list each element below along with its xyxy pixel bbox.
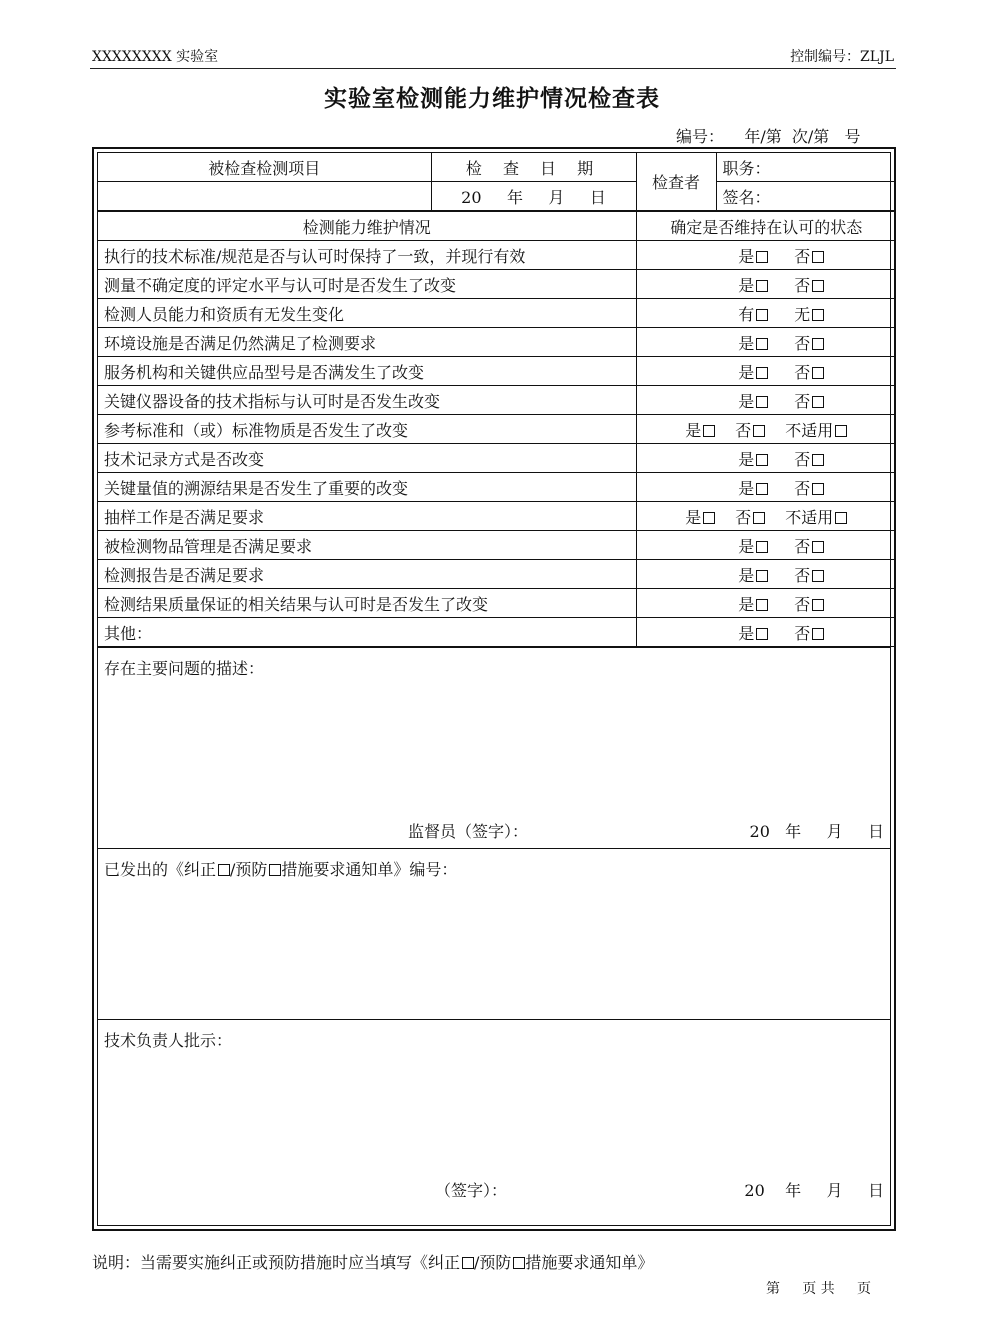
option-3[interactable]: [785, 421, 847, 440]
check-row: [98, 502, 896, 531]
checkbox-icon[interactable]: [703, 425, 715, 437]
option-2[interactable]: [794, 305, 824, 324]
info-table: [98, 153, 896, 211]
option-2[interactable]: [794, 595, 824, 614]
item-label: 被检查检测项目: [98, 153, 431, 182]
check-item-options: [636, 386, 896, 415]
option-label: 不适用: [785, 420, 834, 440]
option-2[interactable]: [794, 392, 824, 411]
checkbox-icon[interactable]: [812, 541, 824, 553]
checkbox-icon[interactable]: [753, 425, 765, 437]
checkbox-icon[interactable]: [812, 454, 824, 466]
check-item-options: [636, 531, 896, 560]
option-label: 是: [685, 420, 702, 440]
option-label: 是: [685, 507, 702, 527]
checkbox-icon[interactable]: [812, 309, 824, 321]
option-label: 是: [738, 246, 755, 266]
option-label: 是: [738, 536, 755, 556]
check-row: [98, 473, 896, 502]
supervisor-date: 20 年 月 日: [749, 822, 884, 841]
option-2[interactable]: [794, 450, 824, 469]
approval-label: 技术负责人批示：: [104, 1031, 233, 1050]
date-label: 检 查 日 期: [431, 153, 636, 182]
checkbox-icon[interactable]: [812, 570, 824, 582]
checkbox-icon[interactable]: [812, 280, 824, 292]
checkbox-icon[interactable]: [812, 338, 824, 350]
check-row: [98, 415, 896, 444]
option-2[interactable]: [794, 624, 824, 643]
check-row: [98, 241, 896, 270]
date-field[interactable]: 20 年 月 日: [431, 182, 636, 211]
check-item-options: [636, 299, 896, 328]
checkbox-icon[interactable]: [756, 396, 768, 408]
checkbox-icon[interactable]: [812, 483, 824, 495]
check-item-text: 技术记录方式是否改变: [98, 444, 636, 473]
option-2[interactable]: [794, 537, 824, 556]
check-item-text: 被检测物品管理是否满足要求: [98, 531, 636, 560]
option-2[interactable]: [794, 479, 824, 498]
maintenance-header: 检测能力维护情况: [98, 212, 636, 241]
option-label: 否: [794, 623, 811, 643]
option-label: 是: [738, 478, 755, 498]
checkbox-icon[interactable]: [756, 541, 768, 553]
check-row: [98, 328, 896, 357]
check-item-options: [636, 502, 896, 531]
check-item-text: 检测结果质量保证的相关结果与认可时是否发生了改变: [98, 589, 636, 618]
option-1[interactable]: [738, 363, 768, 382]
option-1[interactable]: [738, 479, 768, 498]
checkbox-icon[interactable]: [812, 251, 824, 263]
option-2[interactable]: [794, 247, 824, 266]
checkbox-icon[interactable]: [812, 599, 824, 611]
check-item-options: [636, 415, 896, 444]
checkbox-icon[interactable]: [703, 512, 715, 524]
checkbox-icon[interactable]: [756, 570, 768, 582]
option-1[interactable]: [738, 305, 768, 324]
header-rule: [90, 68, 896, 69]
option-1[interactable]: [738, 247, 768, 266]
check-item-text: 服务机构和关键供应品型号是否满发生了改变: [98, 357, 636, 386]
checkbox-icon[interactable]: [753, 512, 765, 524]
option-2[interactable]: [794, 566, 824, 585]
sign-field[interactable]: 签名：: [716, 182, 896, 211]
option-label: 是: [738, 565, 755, 585]
option-2[interactable]: [735, 508, 765, 527]
check-row: [98, 531, 896, 560]
check-item-text: 参考标准和（或）标准物质是否发生了改变: [98, 415, 636, 444]
prevention-box-icon: [513, 1257, 525, 1269]
check-row: [98, 299, 896, 328]
check-item-text: 环境设施是否满足仍然满足了检测要求: [98, 328, 636, 357]
form-frame: [92, 147, 896, 1231]
checkbox-icon[interactable]: [756, 251, 768, 263]
check-table: [98, 211, 896, 647]
checkbox-icon[interactable]: [756, 280, 768, 292]
check-item-options: [636, 618, 896, 647]
option-1[interactable]: [738, 537, 768, 556]
option-2[interactable]: [794, 334, 824, 353]
option-1[interactable]: [685, 508, 715, 527]
option-3[interactable]: [785, 508, 847, 527]
inspector-label: 检查者: [636, 153, 716, 211]
option-label: 否: [794, 246, 811, 266]
check-row: [98, 270, 896, 299]
page-number: 第 页 共 页: [766, 1281, 871, 1297]
option-label: 否: [794, 391, 811, 411]
check-item-options: [636, 560, 896, 589]
notice-label: 已发出的《纠正 /预防 措施要求通知单》编号：: [104, 860, 458, 879]
check-row: [98, 444, 896, 473]
status-header: 确定是否维持在认可的状态: [636, 212, 896, 241]
checkbox-icon[interactable]: [812, 628, 824, 640]
checkbox-icon[interactable]: [835, 512, 847, 524]
prevention-checkbox-icon[interactable]: [269, 864, 281, 876]
option-label: 是: [738, 623, 755, 643]
option-1[interactable]: [738, 450, 768, 469]
option-label: 不适用: [785, 507, 834, 527]
checkbox-icon[interactable]: [756, 367, 768, 379]
option-label: 否: [735, 507, 752, 527]
checkbox-icon[interactable]: [756, 599, 768, 611]
footnote: 说明：当需要实施纠正或预防措施时应当填写《纠正 /预防 措施要求通知单》: [92, 1253, 654, 1272]
check-item-options: [636, 589, 896, 618]
checkbox-icon[interactable]: [756, 309, 768, 321]
option-label: 是: [738, 391, 755, 411]
option-1[interactable]: [738, 624, 768, 643]
option-2[interactable]: [794, 363, 824, 382]
checkbox-icon[interactable]: [756, 454, 768, 466]
checkbox-icon[interactable]: [812, 396, 824, 408]
option-1[interactable]: [738, 276, 768, 295]
check-row: [98, 618, 896, 647]
correction-box-icon: [462, 1257, 474, 1269]
check-item-options: [636, 328, 896, 357]
check-item-text: 检测报告是否满足要求: [98, 560, 636, 589]
notice-section[interactable]: [98, 848, 890, 1019]
option-label: 否: [735, 420, 752, 440]
check-row: [98, 560, 896, 589]
position-field[interactable]: 职务：: [716, 153, 896, 182]
option-label: 否: [794, 362, 811, 382]
check-row: [98, 589, 896, 618]
option-label: 有: [738, 304, 755, 324]
check-item-options: [636, 357, 896, 386]
control-number: 控制编号：ZLJL: [790, 49, 894, 65]
form-title: 实验室检测能力维护情况检查表: [324, 85, 660, 112]
supervisor-sign-label: 监督员（签字）：: [408, 822, 529, 841]
option-label: 无: [794, 304, 811, 324]
option-label: 是: [738, 449, 755, 469]
problems-label: 存在主要问题的描述：: [104, 659, 265, 678]
check-item-text: 其他：: [98, 618, 636, 647]
check-item-text: 关键仪器设备的技术指标与认可时是否发生改变: [98, 386, 636, 415]
serial-number: 编号： 年/第 次/第 号: [676, 127, 861, 146]
check-item-options: [636, 270, 896, 299]
option-1[interactable]: [738, 334, 768, 353]
check-row: [98, 386, 896, 415]
option-1[interactable]: [738, 566, 768, 585]
option-label: 否: [794, 565, 811, 585]
checkbox-icon[interactable]: [835, 425, 847, 437]
option-label: 否: [794, 333, 811, 353]
problems-section[interactable]: [98, 647, 890, 848]
option-1[interactable]: [685, 421, 715, 440]
option-label: 是: [738, 362, 755, 382]
check-item-text: 关键量值的溯源结果是否发生了重要的改变: [98, 473, 636, 502]
check-row: [98, 357, 896, 386]
check-item-options: [636, 241, 896, 270]
option-label: 否: [794, 275, 811, 295]
option-label: 否: [794, 594, 811, 614]
option-label: 是: [738, 594, 755, 614]
correction-checkbox-icon[interactable]: [218, 864, 230, 876]
option-2[interactable]: [735, 421, 765, 440]
option-label: 否: [794, 449, 811, 469]
check-item-text: 执行的技术标准/规范是否与认可时保持了一致，并现行有效: [98, 241, 636, 270]
lab-name: XXXXXXXX 实验室: [92, 49, 219, 65]
checkbox-icon[interactable]: [756, 483, 768, 495]
item-field[interactable]: [98, 182, 431, 211]
checkbox-icon[interactable]: [756, 338, 768, 350]
form-body: [97, 152, 891, 1226]
option-label: 是: [738, 333, 755, 353]
check-item-options: [636, 473, 896, 502]
option-label: 否: [794, 478, 811, 498]
option-1[interactable]: [738, 595, 768, 614]
check-item-text: 检测人员能力和资质有无发生变化: [98, 299, 636, 328]
option-label: 否: [794, 536, 811, 556]
approval-sign-label: （签字）：: [435, 1181, 508, 1200]
check-item-text: 测量不确定度的评定水平与认可时是否发生了改变: [98, 270, 636, 299]
checkbox-icon[interactable]: [756, 628, 768, 640]
approval-section[interactable]: [98, 1019, 890, 1207]
option-label: 是: [738, 275, 755, 295]
approval-date: 20 年 月 日: [744, 1181, 884, 1200]
option-2[interactable]: [794, 276, 824, 295]
check-item-text: 抽样工作是否满足要求: [98, 502, 636, 531]
checkbox-icon[interactable]: [812, 367, 824, 379]
check-item-options: [636, 444, 896, 473]
option-1[interactable]: [738, 392, 768, 411]
